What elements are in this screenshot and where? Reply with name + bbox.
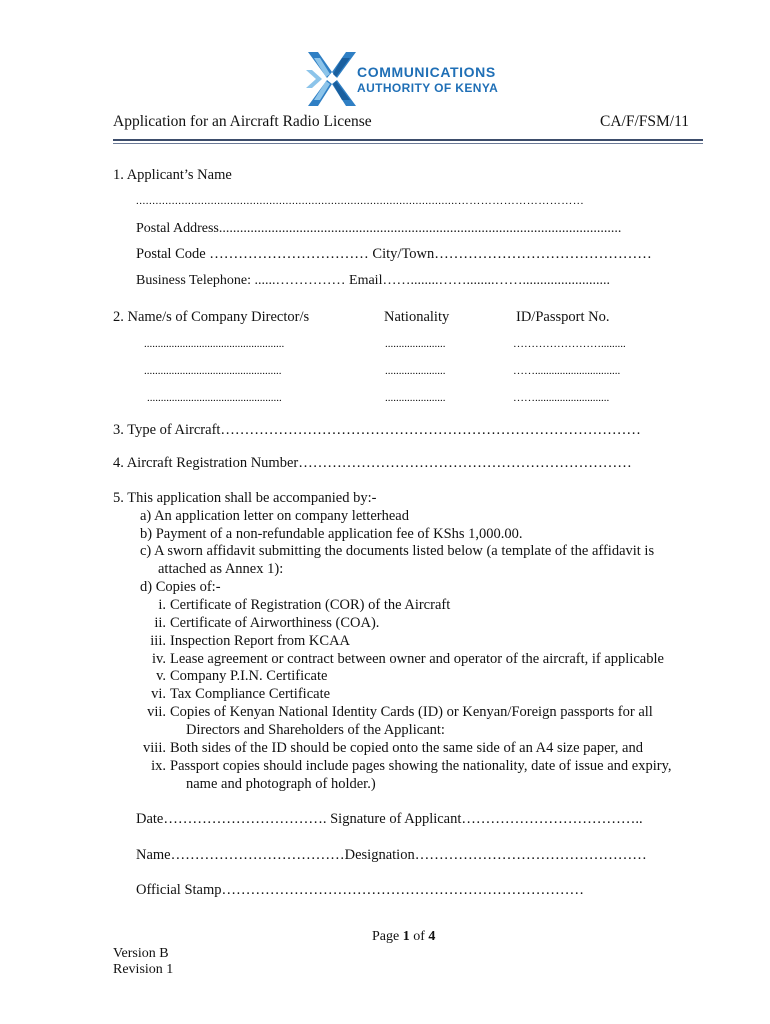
version-label: Version B — [113, 946, 169, 961]
copy-item: Passport copies should include pages showing the nationality, date of issue and expiry, — [170, 758, 672, 774]
aircraft-type-field[interactable]: 3. Type of Aircraft…………………………………………………………………………… — [113, 422, 641, 438]
date-signature-field[interactable]: Date……………………………. Signature of Applicant……………………………….. — [136, 811, 643, 827]
page-current: 1 — [402, 929, 410, 944]
copy-item: Certificate of Airworthiness (COA). — [170, 615, 380, 631]
director-row-1-nationality[interactable]: ...................... — [385, 338, 446, 350]
director-row-2-nationality[interactable]: ...................... — [385, 365, 446, 377]
section-2-heading: 2. Name/s of Company Director/s — [113, 309, 310, 325]
copy-item-cont: name and photograph of holder.) — [186, 776, 376, 792]
copy-num: i. — [158, 597, 166, 613]
copy-item: Both sides of the ID should be copied onto the same side of an A4 size paper, and — [170, 740, 643, 756]
director-row-3-nationality[interactable]: ...................... — [385, 392, 446, 404]
col-id-passport: ID/Passport No. — [516, 309, 610, 325]
header-rule-thin — [113, 143, 703, 144]
requirement-c-cont: attached as Annex 1): — [158, 561, 284, 577]
name-designation-field[interactable]: Name………………………………Designation………………………………………… — [136, 847, 647, 863]
official-stamp-field[interactable]: Official Stamp………………………………………………………………… — [136, 882, 585, 898]
telephone-email-field[interactable]: Business Telephone: ......…………… Email……........……........……......................... — [136, 273, 610, 288]
form-code: CA/F/FSM/11 — [600, 113, 690, 130]
copy-item: Tax Compliance Certificate — [170, 686, 331, 702]
director-row-1-id[interactable]: ……………………......... — [513, 338, 626, 350]
copy-num: viii. — [143, 740, 166, 756]
director-row-2-name[interactable]: .................................................. — [144, 365, 282, 377]
requirement-b: b) Payment of a non-refundable application fee of KShs 1,000.00. — [140, 526, 523, 542]
ca-logo-icon — [306, 50, 358, 108]
requirement-c: c) A sworn affidavit submitting the documents listed below (a template of the affidavit is — [140, 543, 655, 559]
document-title: Application for an Aircraft Radio License — [113, 113, 372, 130]
director-row-3-name[interactable]: ................................................. — [147, 392, 282, 404]
copy-num: ix. — [151, 758, 166, 774]
director-row-3-id[interactable]: ……........................... — [513, 392, 610, 404]
page-total: 4 — [428, 929, 436, 944]
postal-code-city-field[interactable]: Postal Code …………………………… City/Town……………………………………… — [136, 246, 652, 262]
logo-line-1: COMMUNICATIONS — [357, 64, 496, 80]
copy-item: Lease agreement or contract between owner and operator of the aircraft, if applicable — [170, 651, 664, 667]
director-row-1-name[interactable]: ................................................... — [144, 338, 285, 350]
director-row-2-id[interactable]: ……............................... — [513, 365, 621, 377]
copy-num: vii. — [147, 704, 166, 720]
page-number — [372, 929, 435, 945]
section-5-heading: 5. This application shall be accompanied by:- — [113, 490, 377, 506]
revision-label: Revision 1 — [113, 962, 174, 977]
header-rule — [113, 139, 703, 141]
requirement-d: d) Copies of:- — [140, 579, 221, 595]
copy-num: v. — [156, 668, 166, 684]
copy-item: Inspection Report from KCAA — [170, 633, 351, 649]
col-nationality: Nationality — [384, 309, 450, 325]
aircraft-registration-field[interactable]: 4. Aircraft Registration Number…………………………………………………………… — [113, 455, 632, 471]
copy-item-cont: Directors and Shareholders of the Applicant: — [186, 722, 445, 738]
copy-item: Certificate of Registration (COR) of the Aircraft — [170, 597, 451, 613]
requirement-a: a) An application letter on company letterhead — [140, 508, 409, 524]
page-of: of — [409, 929, 429, 944]
copy-num: iii. — [150, 633, 166, 649]
applicant-name-field[interactable]: ...................................................................................................…………………………… — [136, 195, 585, 207]
copy-num: ii. — [154, 615, 166, 631]
section-1-heading: 1. Applicant’s Name — [113, 167, 232, 183]
logo-line-2: AUTHORITY OF KENYA — [357, 81, 499, 95]
copy-item: Company P.I.N. Certificate — [170, 668, 328, 684]
copy-num: vi. — [151, 686, 166, 702]
copy-item: Copies of Kenyan National Identity Cards (ID) or Kenyan/Foreign passports for all — [170, 704, 653, 720]
postal-address-field[interactable]: Postal Address................................................................................................................... — [136, 221, 622, 236]
page-prefix: Page — [372, 929, 403, 944]
copy-num: iv. — [152, 651, 166, 667]
